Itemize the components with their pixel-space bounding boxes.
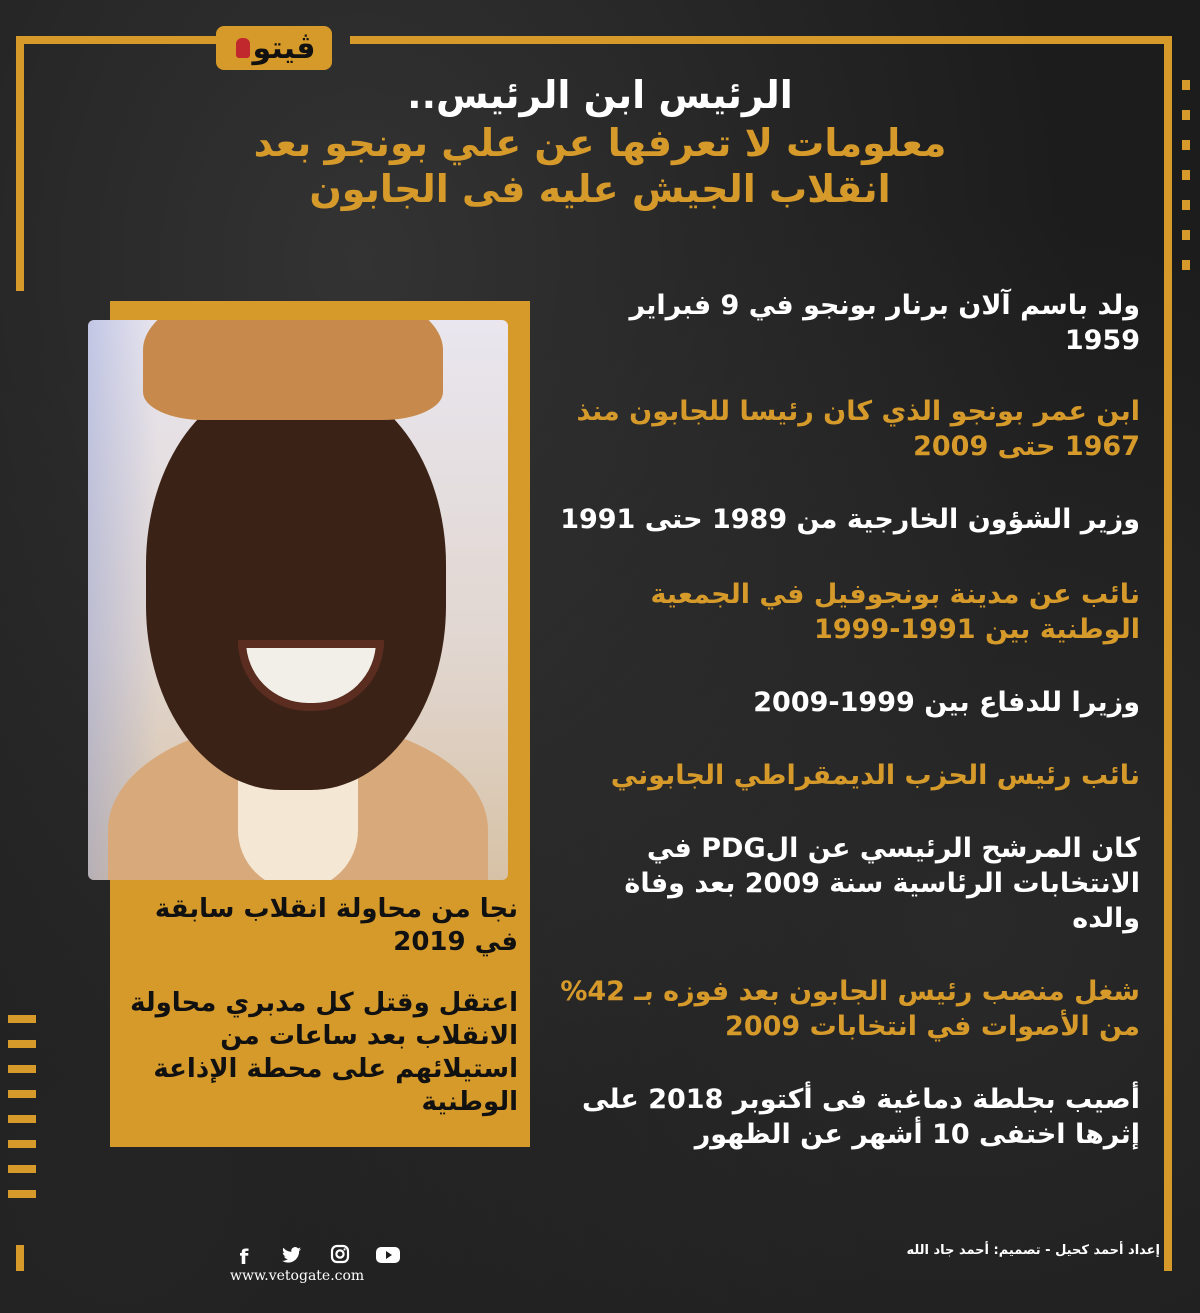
vetogate-logo bbox=[216, 26, 332, 70]
frame-dash bbox=[1182, 110, 1190, 120]
frame-dash bbox=[1182, 140, 1190, 150]
frame-dash bbox=[8, 1190, 36, 1198]
frame-right-bar bbox=[1164, 36, 1172, 1271]
frame-dash bbox=[1182, 80, 1190, 90]
youtube-icon[interactable] bbox=[376, 1245, 400, 1269]
credits: إعداد أحمد كحيل - تصميم: أحمد جاد الله bbox=[906, 1243, 1160, 1258]
frame-top-left-bar bbox=[16, 36, 216, 44]
hand-icon bbox=[236, 38, 250, 58]
logo-text: ڤيتو bbox=[252, 30, 316, 66]
instagram-icon[interactable] bbox=[328, 1244, 352, 1269]
social-icons bbox=[232, 1244, 400, 1269]
frame-dash bbox=[1182, 200, 1190, 210]
photo-cap bbox=[143, 320, 443, 420]
frame-bottom-bar bbox=[1164, 1263, 1172, 1271]
frame-dash bbox=[8, 1015, 36, 1023]
headline-line-3: انقلاب الجيش عليه فى الجابون bbox=[309, 167, 891, 211]
fact-item: شغل منصب رئيس الجابون بعد فوزه بـ 42% من الأصوات في انتخابات 2009 bbox=[560, 976, 1140, 1042]
frame-dash bbox=[1182, 230, 1190, 240]
portrait-photo bbox=[88, 320, 508, 880]
fact-item: نائب رئيس الحزب الديمقراطي الجابوني bbox=[610, 760, 1140, 791]
frame-bottom-left-bar bbox=[16, 1245, 24, 1271]
fact-item: نائب عن مدينة بونجوفيل في الجمعية الوطنية بين 1991-1999 bbox=[650, 579, 1140, 645]
frame-dash bbox=[1182, 260, 1190, 270]
twitter-icon[interactable] bbox=[280, 1245, 304, 1269]
headline-line-1: الرئيس ابن الرئيس.. bbox=[407, 73, 793, 117]
frame-dash bbox=[8, 1065, 36, 1073]
frame-dash bbox=[8, 1165, 36, 1173]
headline-line-2: معلومات لا تعرفها عن علي بونجو بعد bbox=[253, 121, 947, 165]
fact-item: كان المرشح الرئيسي عن الPDG في الانتخابات الرئاسية سنة 2009 بعد وفاة والده bbox=[624, 833, 1140, 934]
card-text bbox=[126, 893, 518, 1119]
photo-face bbox=[146, 380, 446, 790]
fact-item: ولد باسم آلان برنار بونجو في 9 فبراير 1959 bbox=[629, 290, 1140, 356]
frame-dash bbox=[1182, 170, 1190, 180]
frame-dash bbox=[8, 1040, 36, 1048]
fact-item: وزير الشؤون الخارجية من 1989 حتى 1991 bbox=[560, 504, 1140, 535]
frame-dash bbox=[8, 1115, 36, 1123]
frame-dash bbox=[8, 1140, 36, 1148]
card-paragraph-1: نجا من محاولة انقلاب سابقة في 2019 bbox=[154, 894, 518, 957]
facebook-icon[interactable]: f bbox=[239, 1244, 249, 1269]
fact-item: أصيب بجلطة دماغية فى أكتوبر 2018 على إثرها اختفى 10 أشهر عن الظهور bbox=[582, 1084, 1140, 1150]
fact-item: وزيرا للدفاع بين 1999-2009 bbox=[753, 687, 1140, 718]
frame-dash bbox=[8, 1090, 36, 1098]
facts-list bbox=[560, 288, 1140, 1152]
website-url[interactable]: www.vetogate.com bbox=[230, 1268, 365, 1284]
headline bbox=[160, 70, 1040, 212]
frame-left-bar bbox=[16, 36, 24, 291]
frame-top-right-bar bbox=[350, 36, 1172, 44]
card-paragraph-2: اعتقل وقتل كل مدبري محاولة الانقلاب بعد ساعات من استيلائهم على محطة الإذاعة الوطنية bbox=[130, 988, 518, 1117]
fact-item: ابن عمر بونجو الذي كان رئيسا للجابون منذ 1967 حتى 2009 bbox=[576, 396, 1140, 462]
